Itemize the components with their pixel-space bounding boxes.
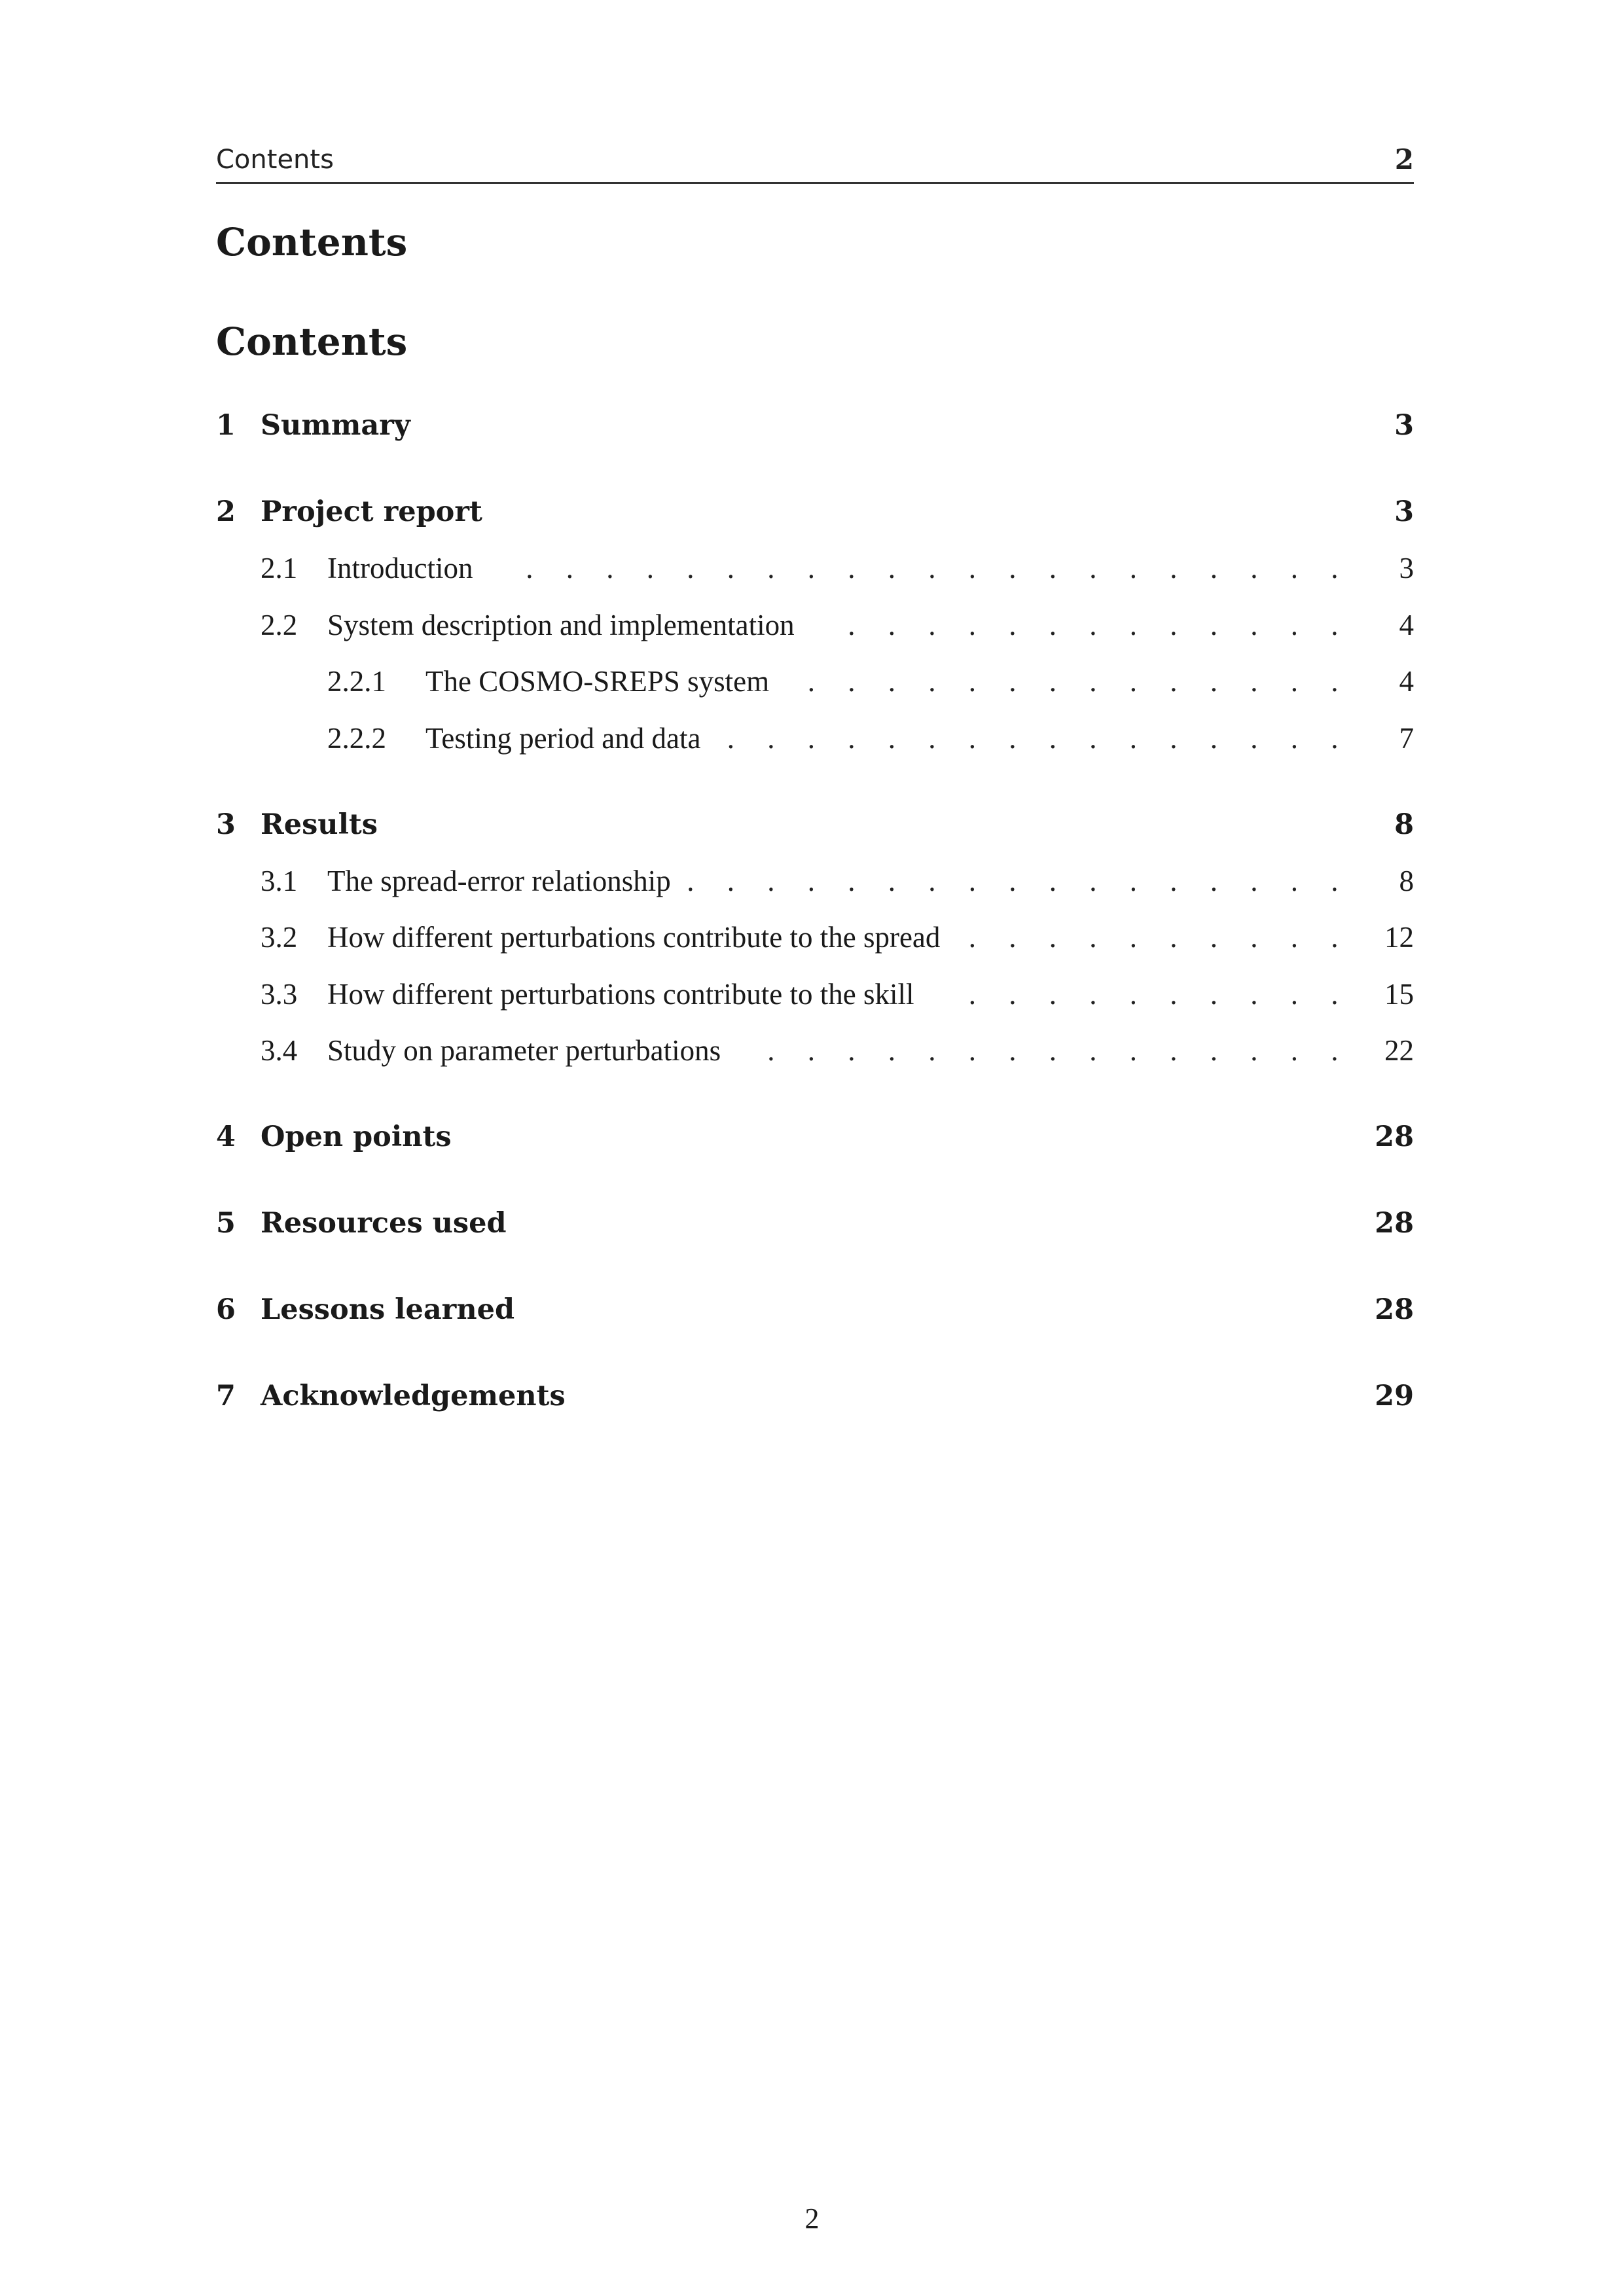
toc-entry[interactable] [216, 1290, 1414, 1329]
running-header [216, 143, 1414, 184]
toc-entry-number: 3 [216, 808, 236, 841]
toc-entry-label: Study on parameter perturbations [327, 1034, 721, 1067]
toc-entry[interactable] [216, 861, 1414, 901]
toc-entry-page-number: 7 [1399, 722, 1414, 755]
contents-heading: Contents [216, 319, 408, 364]
toc-entry-number: 5 [216, 1207, 236, 1240]
toc-entry-page-number: 8 [1399, 865, 1414, 897]
toc-leader-dots: . . . . . . . . . . . . . . . . [727, 722, 1351, 755]
toc-entry[interactable] [216, 918, 1414, 957]
toc-entry-page-number: 4 [1399, 609, 1414, 641]
toc-entry-page-number: 3 [1399, 552, 1414, 584]
toc-entry-label: The COSMO-SREPS system [425, 665, 770, 698]
toc-entry-label: Project report [261, 495, 482, 528]
toc-entry-page-number: 12 [1384, 921, 1414, 954]
toc-entry-label: How different perturbations contribute to the skill [327, 978, 914, 1011]
toc-entry-number: 2.2 [261, 609, 298, 641]
toc-entry[interactable] [216, 548, 1414, 588]
toc-entry-number: 7 [216, 1380, 236, 1412]
toc-entry-page-number: 28 [1375, 1293, 1414, 1326]
toc-entry-label: Results [261, 808, 378, 841]
toc-leader-dots: . . . . . . . . . . . . . . [807, 665, 1351, 698]
toc-entry-page-number: 22 [1384, 1034, 1414, 1067]
toc-entry-number: 3.2 [261, 921, 298, 954]
toc-entry[interactable] [216, 662, 1414, 701]
chapter-title: Contents [216, 220, 408, 264]
toc-leader-dots: . . . . . . . . . . [968, 978, 1351, 1011]
toc-entry-number: 6 [216, 1293, 236, 1326]
running-header-title: Contents [216, 145, 334, 175]
toc-entry-label: Lessons learned [261, 1293, 515, 1326]
toc-entry-number: 2.1 [261, 552, 298, 584]
toc-entry[interactable] [216, 492, 1414, 531]
toc-entry-label: Introduction [327, 552, 473, 584]
toc-leader-dots: . . . . . . . . . . . . . . . . . [687, 865, 1351, 897]
toc-entry-number: 2.2.2 [327, 722, 386, 755]
toc-entry-page-number: 3 [1394, 409, 1414, 442]
toc-entry[interactable] [216, 975, 1414, 1014]
toc-leader-dots: . . . . . . . . . . [968, 921, 1351, 954]
toc-entry-page-number: 29 [1375, 1380, 1414, 1412]
toc-entry[interactable] [216, 605, 1414, 645]
toc-entry[interactable] [216, 1204, 1414, 1243]
toc-entry-number: 2.2.1 [327, 665, 386, 698]
toc-entry-number: 4 [216, 1121, 236, 1153]
toc-entry-number: 3.1 [261, 865, 298, 897]
toc-entry-page-number: 15 [1384, 978, 1414, 1011]
toc-entry[interactable] [216, 1376, 1414, 1416]
toc-entry-label: Open points [261, 1121, 452, 1153]
toc-entry[interactable] [216, 719, 1414, 758]
toc-entry-label: Acknowledgements [261, 1380, 566, 1412]
toc-entry[interactable] [216, 406, 1414, 445]
toc-entry[interactable] [216, 805, 1414, 844]
running-header-page-number: 2 [1394, 143, 1414, 175]
toc-leader-dots: . . . . . . . . . . . . . . . . . . . . . [526, 552, 1351, 584]
toc-entry-label: Testing period and data [425, 722, 701, 755]
toc-entry-label: Summary [261, 409, 410, 442]
toc-entry-label: System description and implementation [327, 609, 795, 641]
toc-entry-label: How different perturbations contribute to the spread [327, 921, 941, 954]
toc-entry-label: The spread-error relationship [327, 865, 671, 897]
toc-entry-page-number: 3 [1394, 495, 1414, 528]
toc-entry-page-number: 28 [1375, 1121, 1414, 1153]
toc-entry-label: Resources used [261, 1207, 507, 1240]
toc-entry-number: 2 [216, 495, 236, 528]
toc-entry-page-number: 8 [1394, 808, 1414, 841]
toc-entry-number: 1 [216, 409, 236, 442]
toc-entry-number: 3.4 [261, 1034, 298, 1067]
toc-entry-page-number: 28 [1375, 1207, 1414, 1240]
toc-entry-page-number: 4 [1399, 665, 1414, 698]
toc-leader-dots: . . . . . . . . . . . . . . . [767, 1034, 1351, 1067]
toc-leader-dots: . . . . . . . . . . . . . [848, 609, 1351, 641]
toc-entry-number: 3.3 [261, 978, 298, 1011]
toc-entry[interactable] [216, 1117, 1414, 1157]
page-footer-number: 2 [804, 2202, 820, 2234]
toc-entry[interactable] [216, 1031, 1414, 1070]
